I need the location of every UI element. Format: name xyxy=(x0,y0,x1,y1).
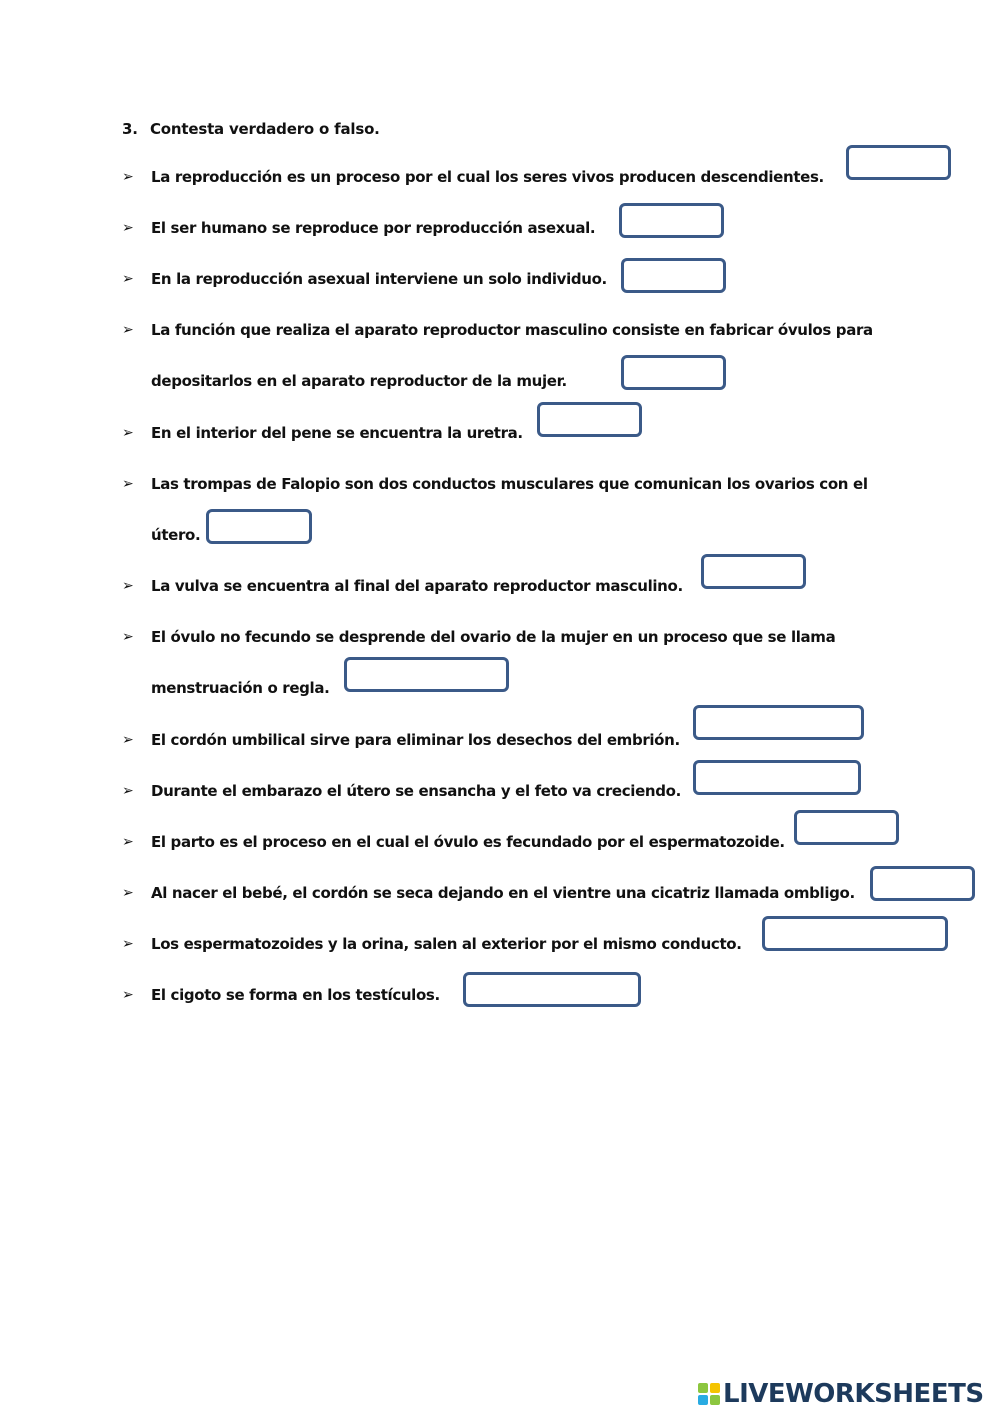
bullet-arrow-icon: ➢ xyxy=(122,271,134,287)
statement-text: Al nacer el bebé, el cordón se seca dejando en el vientre una cicatriz llamada ombligo. xyxy=(151,884,855,902)
answer-input[interactable] xyxy=(206,509,312,544)
statement-text: El parto es el proceso en el cual el óvulo es fecundado por el espermatozoide. xyxy=(151,833,785,851)
logo-wordmark: LIVEWORKSHEETS xyxy=(723,1379,984,1409)
statement-text: menstruación o regla. xyxy=(151,679,330,697)
liveworksheets-logo-icon xyxy=(698,1383,720,1405)
bullet-arrow-icon: ➢ xyxy=(122,476,134,492)
exercise-number: 3. xyxy=(122,120,138,138)
answer-input[interactable] xyxy=(619,203,724,238)
statement-text: La vulva se encuentra al final del aparato reproductor masculino. xyxy=(151,577,683,595)
statement-text: El cigoto se forma en los testículos. xyxy=(151,986,440,1004)
exercise-instruction: Contesta verdadero o falso. xyxy=(150,120,380,138)
answer-input[interactable] xyxy=(794,810,899,845)
bullet-arrow-icon: ➢ xyxy=(122,220,134,236)
answer-input[interactable] xyxy=(846,145,951,180)
statement-text: El óvulo no fecundo se desprende del ovario de la mujer en un proceso que se llama xyxy=(151,628,836,646)
statement-text: La función que realiza el aparato reproductor masculino consiste en fabricar óvulos para xyxy=(151,321,873,339)
bullet-arrow-icon: ➢ xyxy=(122,578,134,594)
answer-input[interactable] xyxy=(693,760,861,795)
bullet-arrow-icon: ➢ xyxy=(122,936,134,952)
answer-input[interactable] xyxy=(621,258,726,293)
answer-input[interactable] xyxy=(344,657,509,692)
liveworksheets-logo xyxy=(698,1378,984,1410)
statement-text: El ser humano se reproduce por reproducción asexual. xyxy=(151,219,596,237)
bullet-arrow-icon: ➢ xyxy=(122,987,134,1003)
bullet-arrow-icon: ➢ xyxy=(122,425,134,441)
exercise-heading xyxy=(122,120,380,138)
bullet-arrow-icon: ➢ xyxy=(122,732,134,748)
bullet-arrow-icon: ➢ xyxy=(122,834,134,850)
answer-input[interactable] xyxy=(701,554,806,589)
bullet-arrow-icon: ➢ xyxy=(122,629,134,645)
statement-text: La reproducción es un proceso por el cual los seres vivos producen descendientes. xyxy=(151,168,824,186)
bullet-arrow-icon: ➢ xyxy=(122,885,134,901)
answer-input[interactable] xyxy=(621,355,726,390)
answer-input[interactable] xyxy=(693,705,864,740)
bullet-arrow-icon: ➢ xyxy=(122,783,134,799)
bullet-arrow-icon: ➢ xyxy=(122,169,134,185)
statement-text: En la reproducción asexual interviene un solo individuo. xyxy=(151,270,607,288)
statement-text: Durante el embarazo el útero se ensancha y el feto va creciendo. xyxy=(151,782,681,800)
statement-text: En el interior del pene se encuentra la uretra. xyxy=(151,424,523,442)
bullet-arrow-icon: ➢ xyxy=(122,322,134,338)
answer-input[interactable] xyxy=(537,402,642,437)
answer-input[interactable] xyxy=(762,916,948,951)
statement-text: depositarlos en el aparato reproductor de la mujer. xyxy=(151,372,567,390)
statement-text: Las trompas de Falopio son dos conductos musculares que comunican los ovarios con el xyxy=(151,475,868,493)
statement-text: El cordón umbilical sirve para eliminar los desechos del embrión. xyxy=(151,731,680,749)
statement-text: útero. xyxy=(151,526,201,544)
answer-input[interactable] xyxy=(870,866,975,901)
answer-input[interactable] xyxy=(463,972,641,1007)
statement-text: Los espermatozoides y la orina, salen al exterior por el mismo conducto. xyxy=(151,935,742,953)
